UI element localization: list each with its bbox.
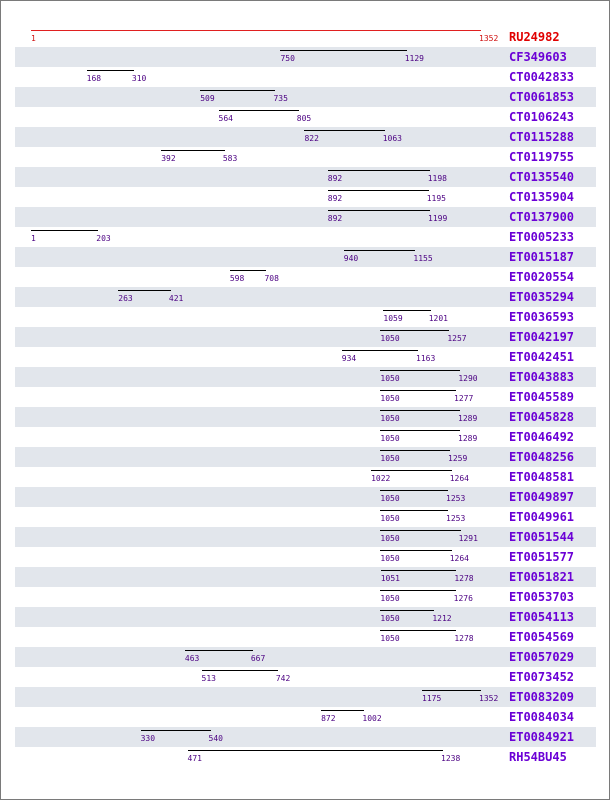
end-position: 540 [208, 734, 223, 743]
sequence-name-link[interactable]: CT0115288 [509, 130, 575, 144]
alignment-bar [380, 370, 460, 371]
end-position: 1276 [453, 594, 473, 603]
alignment-bar [380, 490, 448, 491]
start-position: 509 [200, 94, 215, 103]
alignment-row [15, 607, 596, 627]
end-position: 1201 [428, 314, 448, 323]
alignment-bar [328, 190, 429, 191]
alignment-bar [380, 630, 456, 631]
end-position: 310 [131, 74, 147, 83]
alignment-bar [380, 550, 451, 551]
alignment-row [15, 447, 596, 467]
sequence-name-link[interactable]: ET0049897 [509, 490, 575, 504]
start-position: 1050 [380, 634, 400, 643]
reference-bar [31, 30, 481, 31]
sequence-name-link[interactable]: ET0051577 [509, 550, 575, 564]
alignment-bar [200, 90, 275, 91]
start-position: 1050 [380, 434, 400, 443]
end-position: 1257 [447, 334, 467, 343]
reference-row [15, 27, 596, 47]
start-position: 1050 [380, 394, 400, 403]
end-position: 1199 [428, 214, 448, 223]
end-position: 1264 [449, 554, 469, 563]
sequence-name-link[interactable]: ET0015187 [509, 250, 575, 264]
sequence-name-link[interactable]: ET0005233 [509, 230, 575, 244]
alignment-bar [161, 150, 225, 151]
start-position: 1 [31, 234, 36, 243]
start-position: 471 [187, 754, 202, 763]
start-position: 934 [341, 354, 357, 363]
end-position: 583 [222, 154, 238, 163]
end-position: 1063 [382, 134, 402, 143]
start-position: 392 [161, 154, 176, 163]
start-position: 1050 [380, 594, 400, 603]
start-position: 1050 [380, 454, 400, 463]
start-position: 513 [201, 674, 216, 683]
alignment-row [15, 407, 596, 427]
start-position: 1 [31, 34, 36, 43]
end-position: 1289 [458, 434, 478, 443]
sequence-name-link[interactable]: CT0106243 [509, 110, 575, 124]
alignment-bar [280, 50, 406, 51]
end-position: 1253 [446, 494, 466, 503]
alignment-row [15, 307, 596, 327]
sequence-name-link[interactable]: ET0084921 [509, 730, 575, 744]
alignment-bar [202, 670, 278, 671]
sequence-name-link[interactable]: ET0057029 [509, 650, 575, 664]
sequence-name-link[interactable]: ET0053703 [509, 590, 575, 604]
alignment-bar [342, 350, 418, 351]
sequence-name-link[interactable]: ET0084034 [509, 710, 575, 724]
reference-name-link[interactable]: RU24982 [509, 30, 560, 44]
sequence-name-link[interactable]: ET0073452 [509, 670, 575, 684]
sequence-name-link[interactable]: CT0135540 [509, 170, 575, 184]
alignment-row [15, 287, 596, 307]
sequence-name-link[interactable]: CT0135904 [509, 190, 575, 204]
alignment-row [15, 67, 596, 87]
end-position: 1212 [432, 614, 452, 623]
alignment-row [15, 327, 596, 347]
end-position: 1352 [479, 694, 499, 703]
end-position: 805 [296, 114, 312, 123]
start-position: 1050 [380, 494, 400, 503]
sequence-name-link[interactable]: ET0051544 [509, 530, 575, 544]
end-position: 735 [273, 94, 288, 103]
sequence-name-link[interactable]: ET0051821 [509, 570, 575, 584]
alignment-row [15, 487, 596, 507]
start-position: 1050 [380, 554, 400, 563]
alignment-row [15, 87, 596, 107]
start-position: 822 [304, 134, 319, 143]
alignment-row [15, 427, 596, 447]
start-position: 750 [280, 54, 295, 63]
alignment-bar [383, 310, 430, 311]
start-position: 168 [86, 74, 102, 83]
sequence-name-link[interactable]: ET0042451 [509, 350, 575, 364]
alignment-row [15, 707, 596, 727]
alignment-row [15, 367, 596, 387]
sequence-name-link[interactable]: ET0045828 [509, 410, 575, 424]
alignment-row [15, 467, 596, 487]
alignment-bar [380, 390, 456, 391]
sequence-name-link[interactable]: ET0083209 [509, 690, 575, 704]
alignment-bar [219, 110, 299, 111]
alignment-bar [371, 470, 452, 471]
start-position: 463 [184, 654, 200, 663]
alignment-bar [344, 250, 416, 251]
alignment-row [15, 627, 596, 647]
end-position: 1155 [413, 254, 433, 263]
sequence-name-link[interactable]: ET0048256 [509, 450, 575, 464]
alignment-bar [141, 730, 211, 731]
alignment-bar [87, 70, 134, 71]
alignment-bar [380, 530, 460, 531]
sequence-name-link[interactable]: ET0054569 [509, 630, 575, 644]
alignment-row [15, 227, 596, 247]
start-position: 1050 [380, 374, 400, 383]
end-position: 1195 [426, 194, 446, 203]
alignment-bar [31, 230, 98, 231]
sequence-name-link[interactable]: ET0048581 [509, 470, 575, 484]
alignment-row [15, 667, 596, 687]
sequence-name-link[interactable]: ET0036593 [509, 310, 575, 324]
start-position: 940 [343, 254, 359, 263]
alignment-bar [321, 710, 364, 711]
end-position: 1291 [458, 534, 478, 543]
start-position: 892 [327, 194, 343, 203]
sequence-name-link[interactable]: ET0042197 [509, 330, 575, 344]
start-position: 1050 [380, 334, 400, 343]
end-position: 1278 [454, 574, 474, 583]
alignment-row [15, 387, 596, 407]
alignment-bar [230, 270, 267, 271]
sequence-name-link[interactable]: CT0119755 [509, 150, 575, 164]
alignment-row [15, 247, 596, 267]
end-position: 1002 [362, 714, 382, 723]
alignment-bar [381, 570, 457, 571]
alignment-bar [118, 290, 171, 291]
sequence-name-link[interactable]: ET0020554 [509, 270, 575, 284]
sequence-name-link[interactable]: ET0043883 [509, 370, 575, 384]
alignment-bar [380, 590, 455, 591]
end-position: 1238 [441, 754, 461, 763]
start-position: 330 [140, 734, 156, 743]
end-position: 1278 [454, 634, 474, 643]
sequence-name-link[interactable]: ET0046492 [509, 430, 575, 444]
alignment-row [15, 747, 596, 767]
end-position: 742 [275, 674, 291, 683]
alignment-row [15, 267, 596, 287]
alignment-row [15, 727, 596, 747]
sequence-name-link[interactable]: ET0054113 [509, 610, 575, 624]
alignment-bar [380, 450, 450, 451]
alignment-row [15, 107, 596, 127]
alignment-row [15, 47, 596, 67]
end-position: 1198 [427, 174, 447, 183]
alignment-bar [188, 750, 443, 751]
alignment-row [15, 567, 596, 587]
start-position: 892 [327, 174, 343, 183]
start-position: 598 [229, 274, 245, 283]
alignment-bar [380, 610, 434, 611]
alignment-bar [328, 170, 430, 171]
end-position: 203 [96, 234, 111, 243]
start-position: 892 [327, 214, 343, 223]
alignment-row [15, 167, 596, 187]
start-position: 1059 [383, 314, 403, 323]
end-position: 421 [168, 294, 184, 303]
alignment-bar [185, 650, 253, 651]
start-position: 263 [118, 294, 133, 303]
end-position: 1289 [458, 414, 478, 423]
start-position: 564 [218, 114, 233, 123]
start-position: 1175 [422, 694, 442, 703]
start-position: 872 [321, 714, 336, 723]
start-position: 1050 [380, 414, 400, 423]
sequence-name-link[interactable]: RH54BU45 [509, 750, 567, 764]
sequence-name-link[interactable]: ET0035294 [509, 290, 575, 304]
alignment-bar [380, 330, 449, 331]
sequence-name-link[interactable]: CF349603 [509, 50, 567, 64]
alignment-row [15, 687, 596, 707]
alignment-bar [380, 510, 448, 511]
alignment-row [15, 347, 596, 367]
alignment-row [15, 147, 596, 167]
end-position: 1259 [448, 454, 468, 463]
end-position: 1290 [458, 374, 478, 383]
alignment-row [15, 127, 596, 147]
alignment-row [15, 647, 596, 667]
end-position: 1129 [404, 54, 424, 63]
alignment-bar [380, 430, 460, 431]
alignment-bar [422, 690, 481, 691]
alignment-bar [380, 410, 460, 411]
end-position: 667 [250, 654, 266, 663]
end-position: 1352 [479, 34, 499, 43]
alignment-row [15, 187, 596, 207]
alignment-row [15, 547, 596, 567]
sequence-name-link[interactable]: ET0049961 [509, 510, 575, 524]
alignment-bar [304, 130, 384, 131]
start-position: 1050 [380, 614, 400, 623]
end-position: 708 [264, 274, 279, 283]
end-position: 1163 [416, 354, 436, 363]
sequence-name-link[interactable]: CT0042833 [509, 70, 575, 84]
alignment-row [15, 527, 596, 547]
sequence-name-link[interactable]: ET0045589 [509, 390, 575, 404]
alignment-row [15, 587, 596, 607]
sequence-name-link[interactable]: CT0137900 [509, 210, 575, 224]
start-position: 1022 [371, 474, 391, 483]
start-position: 1050 [380, 514, 400, 523]
end-position: 1253 [446, 514, 466, 523]
sequence-name-link[interactable]: CT0061853 [509, 90, 575, 104]
end-position: 1277 [454, 394, 474, 403]
start-position: 1051 [380, 574, 400, 583]
alignment-bar [328, 210, 430, 211]
alignment-row [15, 507, 596, 527]
alignment-row [15, 207, 596, 227]
end-position: 1264 [449, 474, 469, 483]
start-position: 1050 [380, 534, 400, 543]
